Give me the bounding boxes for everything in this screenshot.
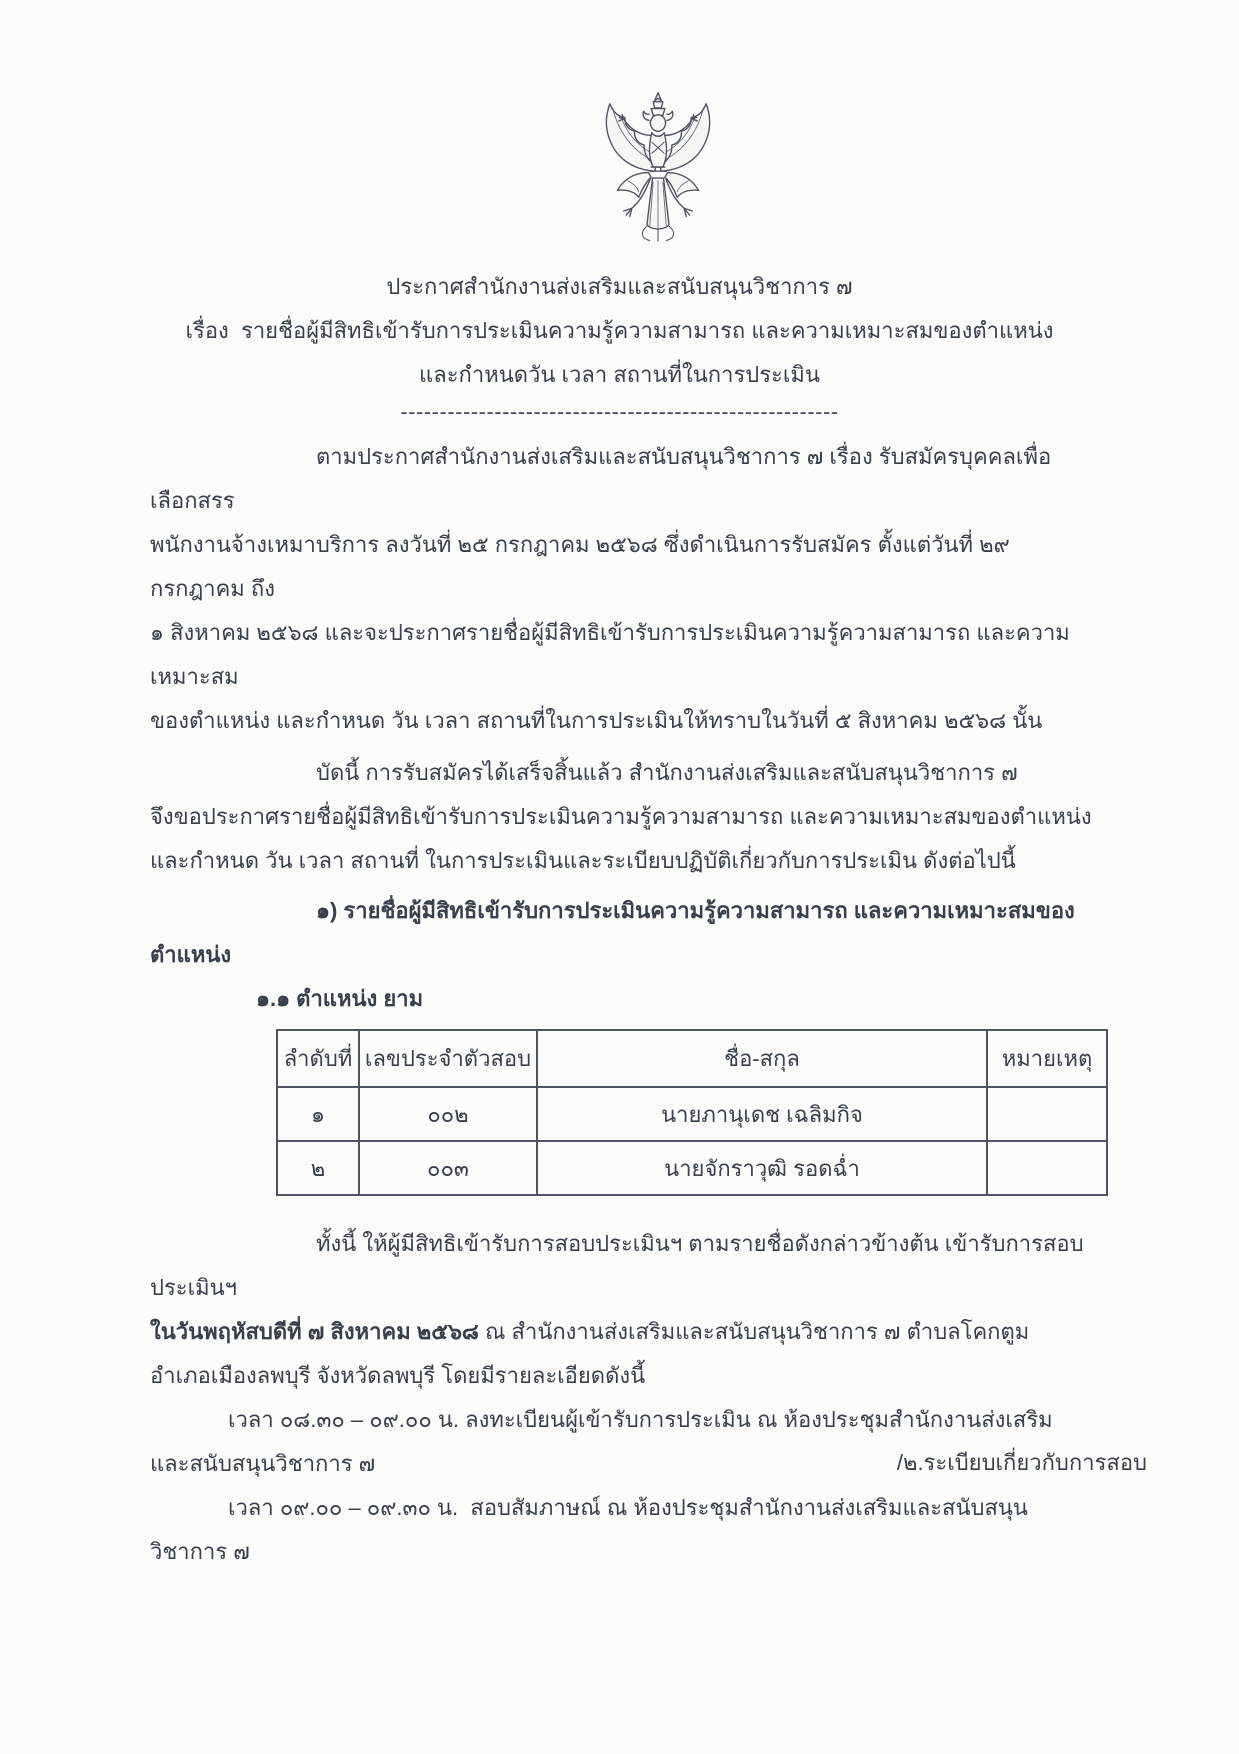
column-header-note: หมายเหตุ xyxy=(987,1030,1107,1087)
table-header-row xyxy=(277,1030,1107,1087)
cell-note xyxy=(987,1087,1107,1141)
subject-line: เรื่อง รายชื่อผู้มีสิทธิเข้ารับการประเมินความรู้ความสามารถ และความเหมาะสมของตำแหน่ง xyxy=(185,318,1054,343)
closing-paragraph xyxy=(150,1222,1095,1398)
document-body xyxy=(0,435,1239,1574)
column-header-name: ชื่อ-สกุล xyxy=(537,1030,987,1087)
exam-place-text: ณ สำนักงานส่งเสริมและสนับสนุนวิชาการ ๗ ตำบลโคกตูม xyxy=(478,1319,1030,1344)
paragraph-1-line: ๑ สิงหาคม ๒๕๖๘ และจะประกาศรายชื่อผู้มีสิทธิเข้ารับการประเมินความรู้ความสามารถ และความเหมาะสม xyxy=(150,620,1070,689)
cell-order: ๒ xyxy=(277,1141,359,1195)
table-row xyxy=(277,1141,1107,1195)
applicants-table xyxy=(276,1029,1108,1196)
section-1-heading: ๑) รายชื่อผู้มีสิทธิเข้ารับการประเมินความรู้ความสามารถ และความเหมาะสมของตำแหน่ง xyxy=(150,898,1075,967)
cell-order: ๑ xyxy=(277,1087,359,1141)
paragraph-2-line: บัดนี้ การรับสมัครได้เสร็จสิ้นแล้ว สำนักงานส่งเสริมและสนับสนุนวิชาการ ๗ xyxy=(316,760,1018,785)
paragraph-1-line: ของตำแหน่ง และกำหนด วัน เวลา สถานที่ในการประเมินให้ทราบในวันที่ ๕ สิงหาคม ๒๕๖๘ นั้น xyxy=(150,708,1043,733)
paragraph-2-line: จึงขอประกาศรายชื่อผู้มีสิทธิเข้ารับการประเมินความรู้ความสามารถ และความเหมาะสมของตำแหน่ง xyxy=(150,804,1092,829)
table-row xyxy=(277,1087,1107,1141)
paragraph-1-line: พนักงานจ้างเหมาบริการ ลงวันที่ ๒๕ กรกฎาคม ๒๕๖๘ ซึ่งดำเนินการรับสมัคร ตั้งแต่วันที่ ๒๙ กรกฎาคม ถึง xyxy=(150,532,1016,601)
cell-exam-id: ๐๐๒ xyxy=(359,1087,537,1141)
exam-date-bold: ในวันพฤหัสบดีที่ ๗ สิงหาคม ๒๕๖๘ xyxy=(150,1319,479,1344)
cell-name: นายจักราวุฒิ รอดฉ่ำ xyxy=(537,1141,987,1195)
column-header-order: ลำดับที่ xyxy=(277,1030,359,1087)
cell-exam-id: ๐๐๓ xyxy=(359,1141,537,1195)
paragraph-1 xyxy=(150,435,1095,743)
schedule-block xyxy=(150,1398,1095,1574)
position-subheading: ๑.๑ ตำแหน่ง ยาม xyxy=(256,986,424,1011)
dashed-divider: -------------------------------------------------------- xyxy=(400,399,839,424)
closing-line: อำเภอเมืองลพบุรี จังหวัดลพบุรี โดยมีรายละเอียดดังนี้ xyxy=(150,1363,646,1388)
closing-line: ทั้งนี้ ให้ผู้มีสิทธิเข้ารับการสอบประเมินฯ ตามรายชื่อดังกล่าวข้างต้น เข้ารับการสอบประเมินฯ xyxy=(150,1231,1084,1300)
column-header-exam-id: เลขประจำตัวสอบ xyxy=(359,1030,537,1087)
title-block xyxy=(0,265,1239,427)
paragraph-2-line: และกำหนด วัน เวลา สถานที่ ในการประเมินและระเบียบปฏิบัติเกี่ยวกับการประเมิน ดังต่อไปนี้ xyxy=(150,848,1016,873)
next-page-note: /๒.ระเบียบเกี่ยวกับการสอบ xyxy=(896,1450,1147,1475)
schedule-line-1-cont: และสนับสนุนวิชาการ ๗ xyxy=(150,1451,376,1476)
paragraph-1-line: ตามประกาศสำนักงานส่งเสริมและสนับสนุนวิชาการ ๗ เรื่อง รับสมัครบุคคลเพื่อเลือกสรร xyxy=(150,444,1052,513)
garuda-emblem-icon xyxy=(585,90,731,255)
cell-name: นายภานุเดช เฉลิมกิจ xyxy=(537,1087,987,1141)
schedule-line-2: เวลา ๐๙.๐๐ – ๐๙.๓๐ น. สอบสัมภาษณ์ ณ ห้องประชุมสำนักงานส่งเสริมและสนับสนุนวิชาการ ๗ xyxy=(150,1495,1028,1564)
schedule-line-1: เวลา ๐๘.๓๐ – ๐๙.๐๐ น. ลงทะเบียนผู้เข้ารับการประเมิน ณ ห้องประชุมสำนักงานส่งเสริม xyxy=(228,1407,1053,1432)
closing-line xyxy=(150,1310,1095,1354)
cell-note xyxy=(987,1141,1107,1195)
announcement-title: ประกาศสำนักงานส่งเสริมและสนับสนุนวิชาการ ๗ xyxy=(386,274,853,299)
date-place-line: และกำหนดวัน เวลา สถานที่ในการประเมิน xyxy=(419,362,820,387)
paragraph-2 xyxy=(150,751,1095,883)
